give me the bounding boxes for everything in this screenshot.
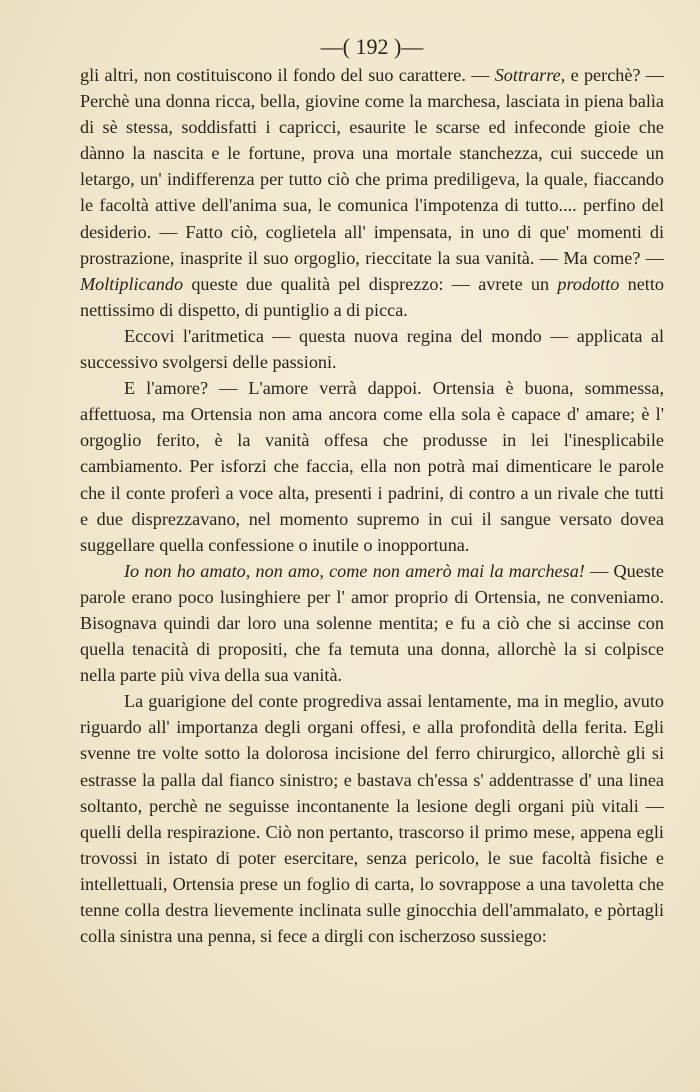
paragraph <box>80 375 664 558</box>
text-run: gli altri, non costituiscono il fondo del suo carattere. — <box>80 65 495 85</box>
paragraph <box>80 558 664 688</box>
text-run: , e perchè? — Perchè una donna ricca, bella, giovine come la marchesa, lasciata in piena balìa di sè stessa, soddisfatti i capricci, esaurite le scarse ed infeconde gioie che dànno la nascita e le fortune, prova una mortale stanchezza, cui succede un letargo, un' indifferenza per tutto ciò che prima prediligeva, la quale, fiaccando le facoltà attive dell'anima sua, le comunica l'impotenza di tutto.... perfino del desiderio. — Fatto ciò, coglietela all' impensata, in uno di que' momenti di prostrazione, inasprite il suo orgoglio, rieccitate la sua vanità. — Ma come? — <box>80 65 664 268</box>
italic-text: Moltiplicando <box>80 273 184 294</box>
italic-text: Io non ho amato, non amo, come non amerò mai la marchesa! <box>124 560 585 581</box>
paragraph <box>80 688 664 949</box>
text-run: Eccovi l'aritmetica — questa nuova regina del mondo — applicata al successivo svolgersi delle passioni. <box>80 325 664 373</box>
text-run: queste due qualità pel disprezzo: — avrete un <box>183 273 558 294</box>
text-run: netto nettissimo di dispetto, di puntiglio a di picca. <box>80 273 664 320</box>
italic-text: Sottrarre <box>494 65 561 85</box>
body-text <box>80 62 664 949</box>
page-number: —( 192 )— <box>320 34 424 59</box>
paragraph <box>80 323 664 375</box>
text-run: La guarigione del conte progrediva assai lentamente, ma in meglio, avuto riguardo all' importanza degli organi offesi, e alla profondità della ferita. Egli svenne tre volte sotto la dolorosa incisione del ferro chirurgico, allorchè gli si estrasse la palla dal fianco sinistro; e bastava ch'essa s' addentrasse d' una linea soltanto, perchè ne seguisse incontanente la lesione degli organi più vitali — quelli della respirazione. Ciò non pertanto, trascorso il primo mese, appena egli trovossi in istato di poter esercitare, senza pericolo, le sue facoltà fisiche e intellettuali, Ortensia prese un foglio di carta, lo sovrappose a una tavoletta che tenne colla destra lievemente inclinata sulle ginocchia dell'ammalato, e pòrtagli colla sinistra una penna, si fece a dirgli con ischerzoso sussiego: <box>80 691 664 947</box>
text-run: E l'amore? — L'amore verrà dappoi. Ortensia è buona, sommessa, affettuosa, ma Ortensia non ama ancora come ella sola è capace d' amare; è l' orgoglio ferito, è la vanità offesa che produsse in lei l'inesplicabile cambiamento. Per isforzi che faccia, ella non potrà mai dimenticare le parole che il conte proferì a voce alta, presenti i padrini, di contro a un rivale che tutti e due disprezzavano, nel momento supremo in cui il sangue versato dovea suggellare quella confessione o inutile o inopportuna. <box>80 378 664 555</box>
paragraph <box>80 62 664 323</box>
text-run: — Queste parole erano poco lusinghiere per l' amor proprio di Ortensia, ne conveniamo. Bisognava quindi dar loro una solenne mentita; e fu a ciò che si accinse con quella tenacità di propositi, che fa temuta una donna, allorchè la si colpisce nella parte più viva della sua vanità. <box>80 560 664 686</box>
italic-text: prodotto <box>557 273 620 294</box>
